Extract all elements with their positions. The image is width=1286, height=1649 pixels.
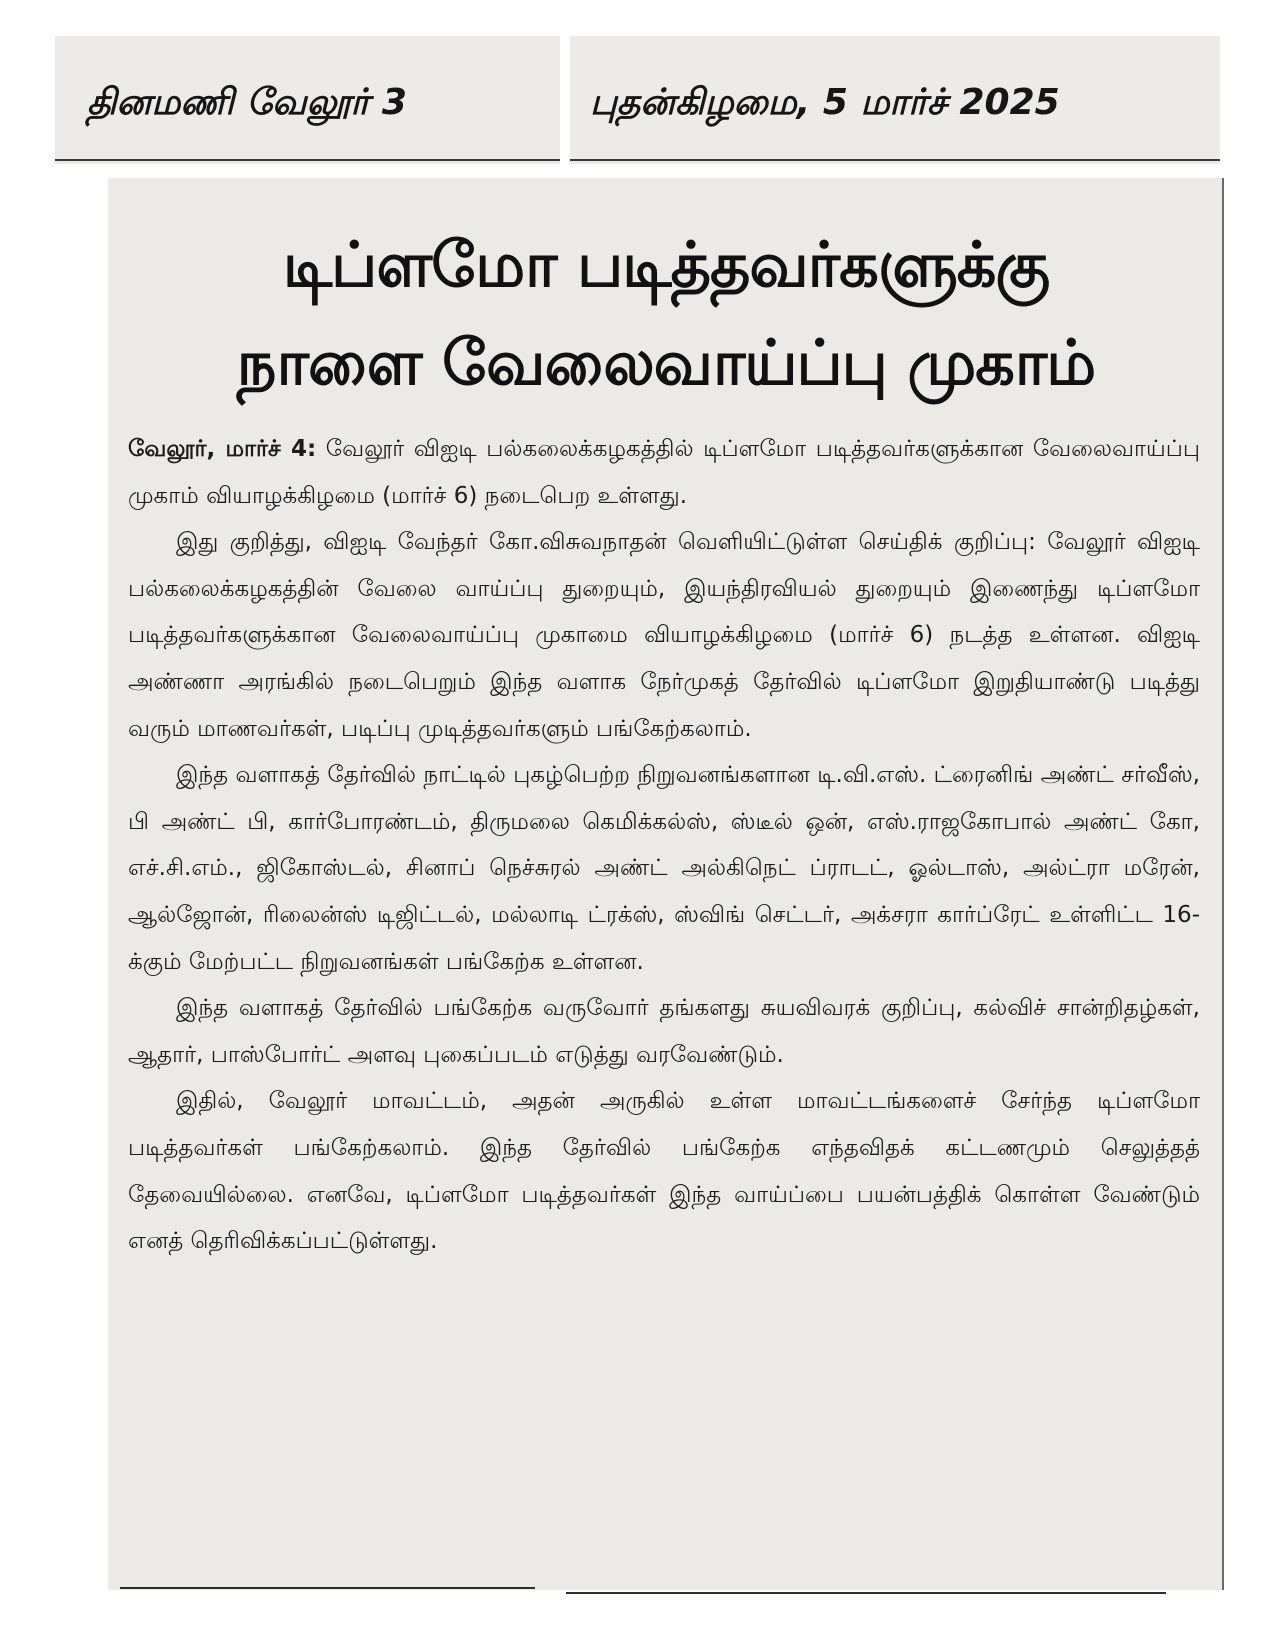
masthead-rule [55, 159, 560, 161]
newspaper-page-label: தினமணி வேலூர் 3 [87, 82, 407, 123]
headline-line-2: நாளை வேலைவாய்ப்பு முகாம் [236, 326, 1096, 399]
news-article [108, 178, 1224, 1590]
headline-line-1: டிப்ளமோ படித்தவர்களுக்கு [282, 228, 1050, 301]
dateline: வேலூர், மார்ச் 4: [128, 436, 317, 462]
article-paragraph-5: இதில், வேலூர் மாவட்டம், அதன் அருகில் உள்ள மாவட்டங்களைச் சேர்ந்த டிப்ளமோ படித்தவர்கள் பங்கேற்கலாம். இந்த தேர்வில் பங்கேற்க எந்தவிதக் கட்டணமும் செலுத்தத் தேவையில்லை. எனவே, டிப்ளமோ படித்தவர்கள் இந்த வாய்ப்பை பயன்பத்திக் கொள்ள வேண்டும் எனத் தெரிவிக்கப்பட்டுள்ளது. [128, 1088, 1200, 1255]
article-paragraph-3: இந்த வளாகத் தேர்வில் நாட்டில் புகழ்பெற்ற நிறுவனங்களான டி.வி.எஸ். ட்ரைனிங் அண்ட் சர்வீஸ், பி அண்ட் பி, கார்போரண்டம், திருமலை கெமிக்கல்ஸ், ஸ்டீல் ஒன், எஸ்.ராஜகோபால் அண்ட் கோ, எச்.சி.எம்., ஜிகோஸ்டல், சினாப் நெச்சுரல் அண்ட் அல்கிநெட் ப்ராடட், ஓல்டாஸ், அல்ட்ரா மரேன், ஆல்ஜோன், ரிலைன்ஸ் டிஜிட்டல், மல்லாடி ட்ரக்ஸ், ஸ்விங் செட்டர், அக்சரா கார்ப்ரேட் உள்ளிட்ட 16-க்கும் மேற்பட்ட நிறுவனங்கள் பங்கேற்க உள்ளன. [128, 762, 1200, 975]
article-body [128, 426, 1200, 1265]
publication-date: புதன்கிழமை, 5 மார்ச் 2025 [590, 82, 1060, 123]
article-paragraph-4: இந்த வளாகத் தேர்வில் பங்கேற்க வருவோர் தங்களது சுயவிவரக் குறிப்பு, கல்விச் சான்றிதழ்கள், ஆதார், பாஸ்போர்ட் அளவு புகைப்படம் எடுத்து வரவேண்டும். [128, 995, 1200, 1068]
masthead-clip [55, 36, 560, 164]
paragraph-text: வேலூர் விஐடி பல்கலைக்கழகத்தில் டிப்ளமோ படித்தவர்களுக்கான வேலைவாய்ப்பு முகாம் வியாழக்கிழமை (மார்ச் 6) நடைபெற உள்ளது. [128, 436, 1200, 509]
date-clip [570, 36, 1220, 164]
bottom-rule-left [120, 1587, 535, 1589]
article-paragraph-2: இது குறித்து, விஐடி வேந்தர் கோ.விசுவநாதன் வெளியிட்டுள்ள செய்திக் குறிப்பு: வேலூர் விஐடி பல்கலைக்கழகத்தின் வேலை வாய்ப்பு துறையும், இயந்திரவியல் துறையும் இணைந்து டிப்ளமோ படித்தவர்களுக்கான வேலைவாய்ப்பு முகாமை வியாழக்கிழமை (மார்ச் 6) நடத்த உள்ளன. விஐடி அண்ணா அரங்கில் நடைபெறும் இந்த வளாக நேர்முகத் தேர்வில் டிப்ளமோ இறுதியாண்டு படித்து வரும் மாணவர்கள், படிப்பு முடித்தவர்களும் பங்கேற்கலாம். [128, 529, 1200, 742]
article-paragraph-1 [128, 426, 1200, 519]
bottom-rule-right [566, 1592, 1166, 1594]
date-rule [570, 159, 1220, 161]
